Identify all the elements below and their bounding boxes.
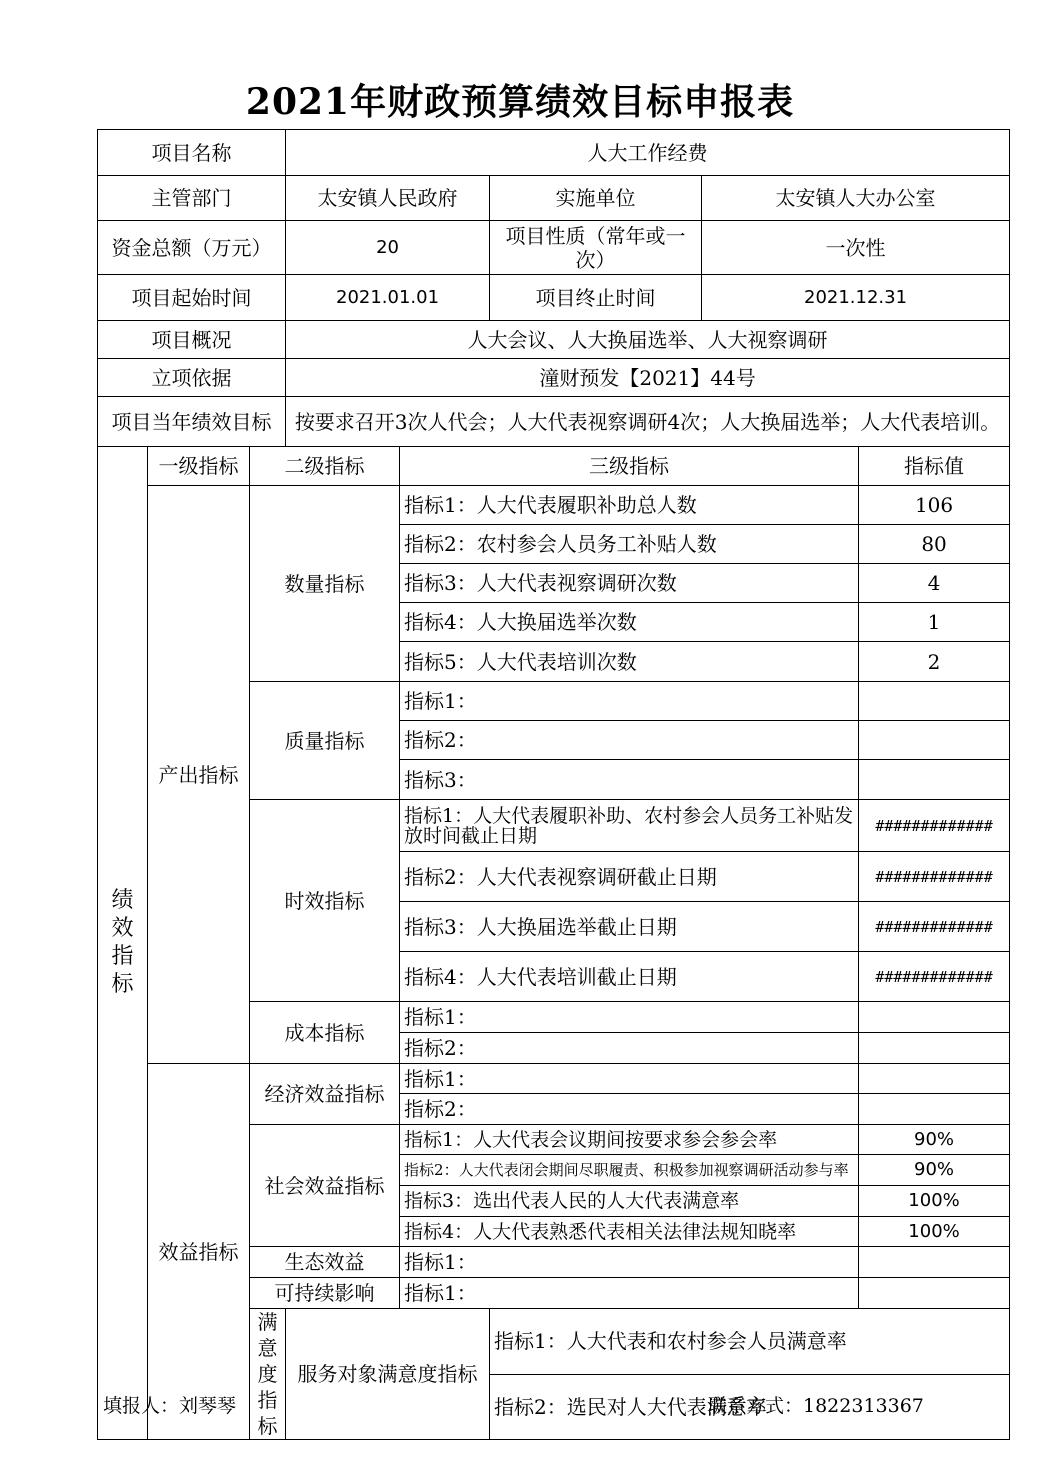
indicator-name: 指标1： bbox=[400, 1278, 859, 1309]
indicator-value: 1 bbox=[859, 603, 1010, 642]
indicator-name: 指标1： bbox=[400, 682, 859, 721]
dept-label: 主管部门 bbox=[98, 176, 286, 221]
indicator-value: 4 bbox=[859, 564, 1010, 603]
l2-quantity: 数量指标 bbox=[250, 486, 400, 682]
indicator-value: 2 bbox=[859, 642, 1010, 682]
contact-info: 联系方式：1822313367 bbox=[708, 1395, 924, 1417]
indicator-value: 100% bbox=[859, 1217, 1010, 1247]
indicator-name: 指标2：人大代表视察调研截止日期 bbox=[400, 852, 859, 902]
page-title: 2021年财政预算绩效目标申报表 bbox=[245, 81, 795, 123]
performance-table bbox=[97, 129, 1010, 1440]
l2-cost: 成本指标 bbox=[250, 1002, 400, 1064]
indicator-name: 指标3：人大代表视察调研次数 bbox=[400, 564, 859, 603]
indicator-name: 指标1：人大代表履职补助总人数 bbox=[400, 486, 859, 525]
l2-timeliness: 时效指标 bbox=[250, 800, 400, 1002]
project-name: 人大工作经费 bbox=[286, 130, 1010, 176]
start-date: 2021.01.01 bbox=[286, 275, 490, 321]
indicator-value bbox=[859, 760, 1010, 800]
indicator-name: 指标3： bbox=[400, 760, 859, 800]
row-overview bbox=[98, 321, 1010, 359]
dept: 太安镇人民政府 bbox=[286, 176, 490, 221]
l2-service: 服务对象满意度指标 bbox=[286, 1309, 490, 1440]
indicator-name: 指标2： bbox=[400, 1033, 859, 1064]
end-date: 2021.12.31 bbox=[702, 275, 1010, 321]
header-l3: 三级指标 bbox=[400, 447, 859, 486]
l2-economic: 经济效益指标 bbox=[250, 1064, 400, 1125]
indicator-name: 指标2： bbox=[400, 1094, 859, 1125]
indicator-value bbox=[859, 682, 1010, 721]
project-name-label: 项目名称 bbox=[98, 130, 286, 176]
l2-quality: 质量指标 bbox=[250, 682, 400, 800]
overview-label: 项目概况 bbox=[98, 321, 286, 359]
impl-label: 实施单位 bbox=[490, 176, 702, 221]
indicator-name: 指标4：人大换届选举次数 bbox=[400, 603, 859, 642]
row-project-name bbox=[98, 130, 1010, 176]
indicator-value: 106 bbox=[859, 486, 1010, 525]
indicator-name: 指标1：人大代表履职补助、农村参会人员务工补贴发放时间截止日期 bbox=[400, 800, 859, 852]
indicator-value: 80 bbox=[859, 525, 1010, 564]
indicator-name: 指标2：农村参会人员务工补贴人数 bbox=[400, 525, 859, 564]
indicator-value: ############# bbox=[859, 800, 1010, 852]
l2-eco: 生态效益 bbox=[250, 1247, 400, 1278]
indicator-name: 指标4：人大代表熟悉代表相关法律法规知晓率 bbox=[400, 1217, 859, 1247]
funds: 20 bbox=[286, 221, 490, 275]
indicator-value: ############# bbox=[859, 852, 1010, 902]
row-funds bbox=[98, 221, 1010, 275]
indicator-value: ############# bbox=[859, 952, 1010, 1002]
basis: 潼财预发【2021】44号 bbox=[286, 359, 1010, 397]
indicator-name: 指标1： bbox=[400, 1247, 859, 1278]
indicator-value bbox=[859, 721, 1010, 760]
row-dates bbox=[98, 275, 1010, 321]
indicator-value bbox=[859, 1247, 1010, 1278]
indicator-name: 指标3：人大换届选举截止日期 bbox=[400, 902, 859, 952]
indicator-value bbox=[859, 1094, 1010, 1125]
l1-satisfaction: 满意度指标 bbox=[250, 1309, 286, 1440]
indicator-value bbox=[859, 1064, 1010, 1094]
row-dept bbox=[98, 176, 1010, 221]
funds-label: 资金总额（万元） bbox=[98, 221, 286, 275]
l1-output: 产出指标 bbox=[148, 486, 250, 1064]
indicator-value: 100% bbox=[859, 1186, 1010, 1217]
indicator-name: 指标5：人大代表培训次数 bbox=[400, 642, 859, 682]
indicator-name: 指标1： bbox=[400, 1064, 859, 1094]
l2-sustain: 可持续影响 bbox=[250, 1278, 400, 1309]
indicator-name: 指标1： bbox=[400, 1002, 859, 1033]
start-label: 项目起始时间 bbox=[98, 275, 286, 321]
basis-label: 立项依据 bbox=[98, 359, 286, 397]
indicator-value bbox=[859, 1002, 1010, 1033]
nature: 一次性 bbox=[702, 221, 1010, 275]
indicator-name: 指标2：人大代表闭会期间尽职履责、积极参加视察调研活动参与率 bbox=[400, 1155, 859, 1186]
table-row bbox=[98, 486, 1010, 525]
indicator-value: 90% bbox=[859, 1125, 1010, 1155]
header-value: 指标值 bbox=[859, 447, 1010, 486]
indicator-name: 指标2： bbox=[400, 721, 859, 760]
goal: 按要求召开3次人代会；人大代表视察调研4次；人大换届选举；人大代表培训。 bbox=[286, 397, 1010, 447]
indicator-value bbox=[859, 1278, 1010, 1309]
l2-social: 社会效益指标 bbox=[250, 1125, 400, 1247]
goal-label: 项目当年绩效目标 bbox=[98, 397, 286, 447]
row-goal bbox=[98, 397, 1010, 447]
overview: 人大会议、人大换届选举、人大视察调研 bbox=[286, 321, 1010, 359]
l1-benefit: 效益指标 bbox=[148, 1064, 250, 1440]
indicator-value: ############# bbox=[859, 902, 1010, 952]
end-label: 项目终止时间 bbox=[490, 275, 702, 321]
indicator-name: 指标1：人大代表和农村参会人员满意率 bbox=[490, 1309, 1010, 1375]
reporter: 填报人：刘琴琴 bbox=[103, 1395, 237, 1417]
perf-side-label: 绩 效 指 标 bbox=[98, 447, 148, 1440]
indicator-header-row bbox=[98, 447, 1010, 486]
indicator-name: 指标2：选民对人大代表满意率 bbox=[490, 1374, 1010, 1440]
indicator-name: 指标1：人大代表会议期间按要求参会参会率 bbox=[400, 1125, 859, 1155]
indicator-value: 90% bbox=[859, 1155, 1010, 1186]
table-row bbox=[98, 1064, 1010, 1094]
row-basis bbox=[98, 359, 1010, 397]
impl: 太安镇人大办公室 bbox=[702, 176, 1010, 221]
indicator-name: 指标4：人大代表培训截止日期 bbox=[400, 952, 859, 1002]
header-l2: 二级指标 bbox=[250, 447, 400, 486]
nature-label: 项目性质（常年或一次） bbox=[490, 221, 702, 275]
header-l1: 一级指标 bbox=[148, 447, 250, 486]
indicator-name: 指标3：选出代表人民的人大代表满意率 bbox=[400, 1186, 859, 1217]
indicator-value bbox=[859, 1033, 1010, 1064]
